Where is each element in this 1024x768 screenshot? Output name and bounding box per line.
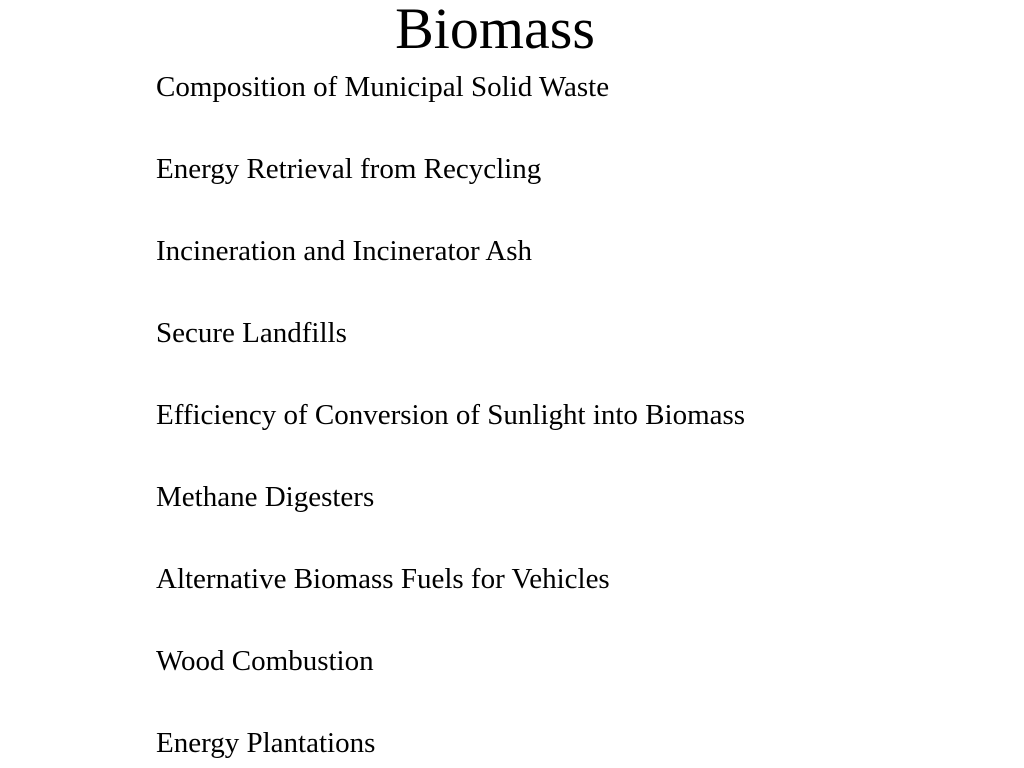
topic-item: Incineration and Incinerator Ash [156, 235, 533, 267]
topic-item: Wood Combustion [156, 645, 374, 677]
topic-item: Efficiency of Conversion of Sunlight into Biomass [156, 399, 746, 431]
topic-list [156, 70, 745, 768]
topic-item: Energy Plantations [156, 727, 376, 759]
topic-item: Composition of Municipal Solid Waste [156, 71, 610, 103]
slide-title: Biomass [395, 0, 595, 61]
topic-item: Secure Landfills [156, 317, 347, 349]
topic-item: Alternative Biomass Fuels for Vehicles [156, 563, 610, 595]
topic-item: Methane Digesters [156, 481, 375, 513]
topic-item: Energy Retrieval from Recycling [156, 153, 542, 185]
